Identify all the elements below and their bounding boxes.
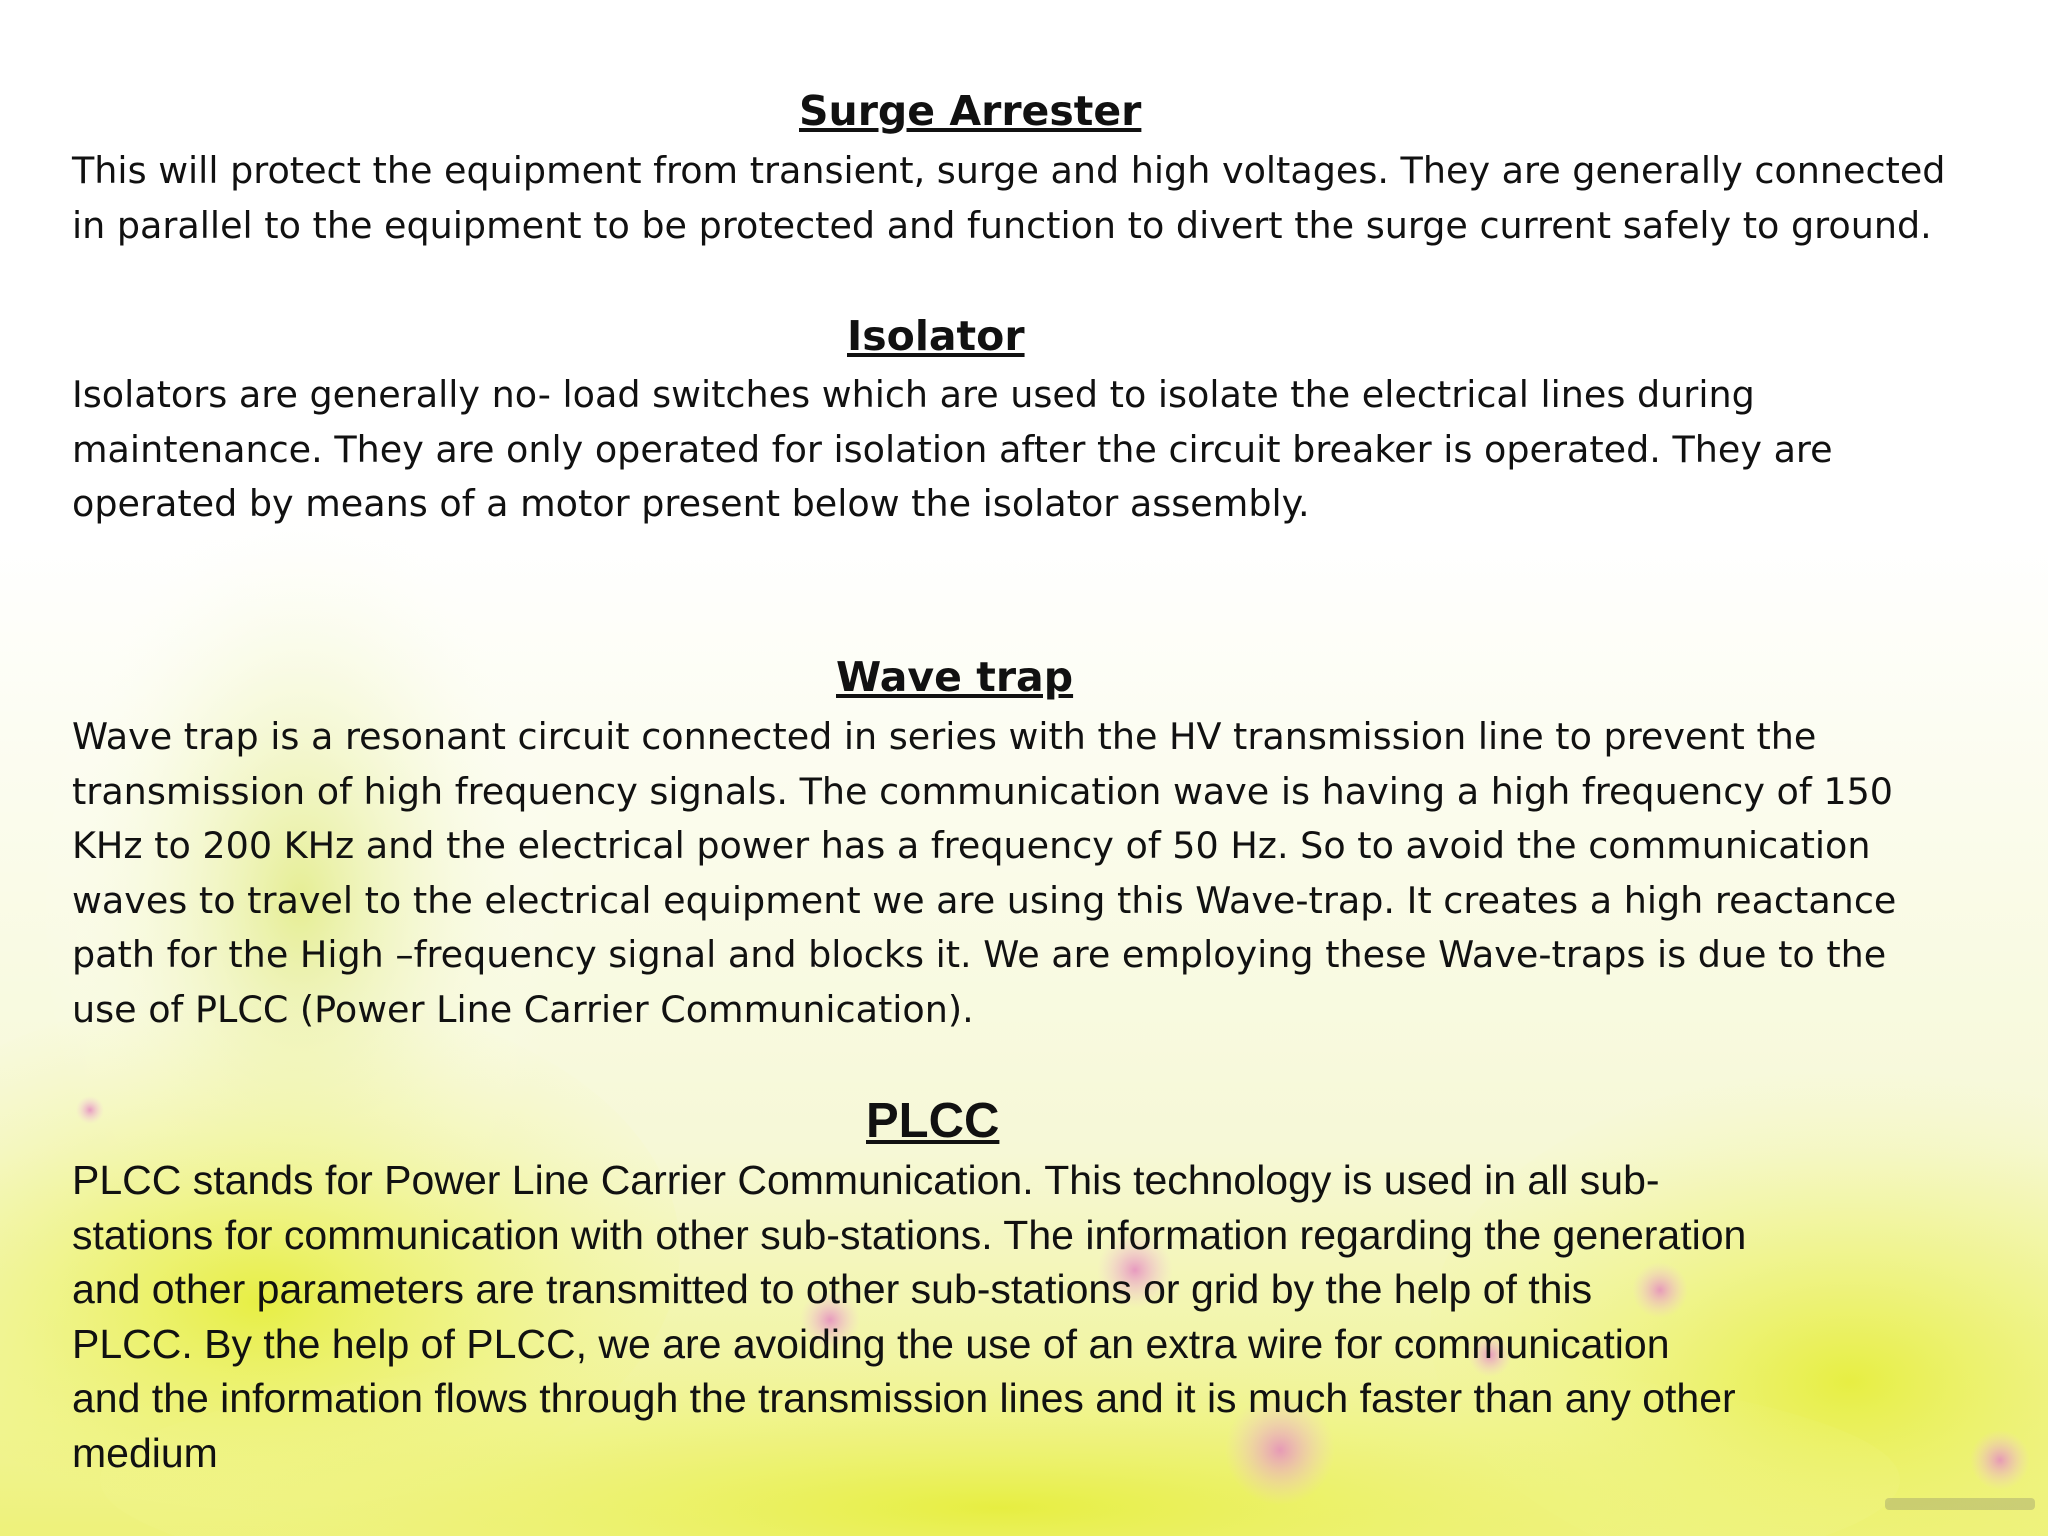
section-heading-isolator: Isolator [847, 312, 1025, 360]
section-heading-plcc: PLCC [866, 1094, 1000, 1148]
section-body-surge-arrester: This will protect the equipment from transient, surge and high voltages. They are generally connected in parallel to the equipment to be protected and function to divert the surge current safely to ground. [72, 149, 1946, 247]
section-heading-surge-arrester: Surge Arrester [799, 87, 1142, 135]
section-body-wave-trap: Wave trap is a resonant circuit connected in series with the HV transmission line to prevent the transmission of high frequency signals. The communication wave is having a high frequency of 150 KHz to 200 KHz and the electrical power has a frequency of 50 Hz. So to avoid the communication waves to travel to the electrical equipment we are using this Wave-trap. It creates a high reactance path for the High –frequency signal and blocks it. We are employing these Wave-traps is due to the use of PLCC (Power Line Carrier Communication). [72, 715, 1897, 1031]
section-body-plcc: PLCC stands for Power Line Carrier Communication. This technology is used in all sub- stations for communication with other sub-stations. The information regarding the generation and other parameters are transmitted to other sub-stations or grid by the help of this PLCC. By the help of PLCC, we are avoiding the use of an extra wire for communication and the information flows through the transmission lines and it is much faster than any other medium [72, 1157, 1747, 1476]
section-body-isolator: Isolators are generally no- load switches which are used to isolate the electrical lines during maintenance. They are only operated for isolation after the circuit breaker is operated. They are operated by means of a motor present below the isolator assembly. [72, 373, 1833, 525]
section-heading-wave-trap: Wave trap [836, 653, 1074, 701]
